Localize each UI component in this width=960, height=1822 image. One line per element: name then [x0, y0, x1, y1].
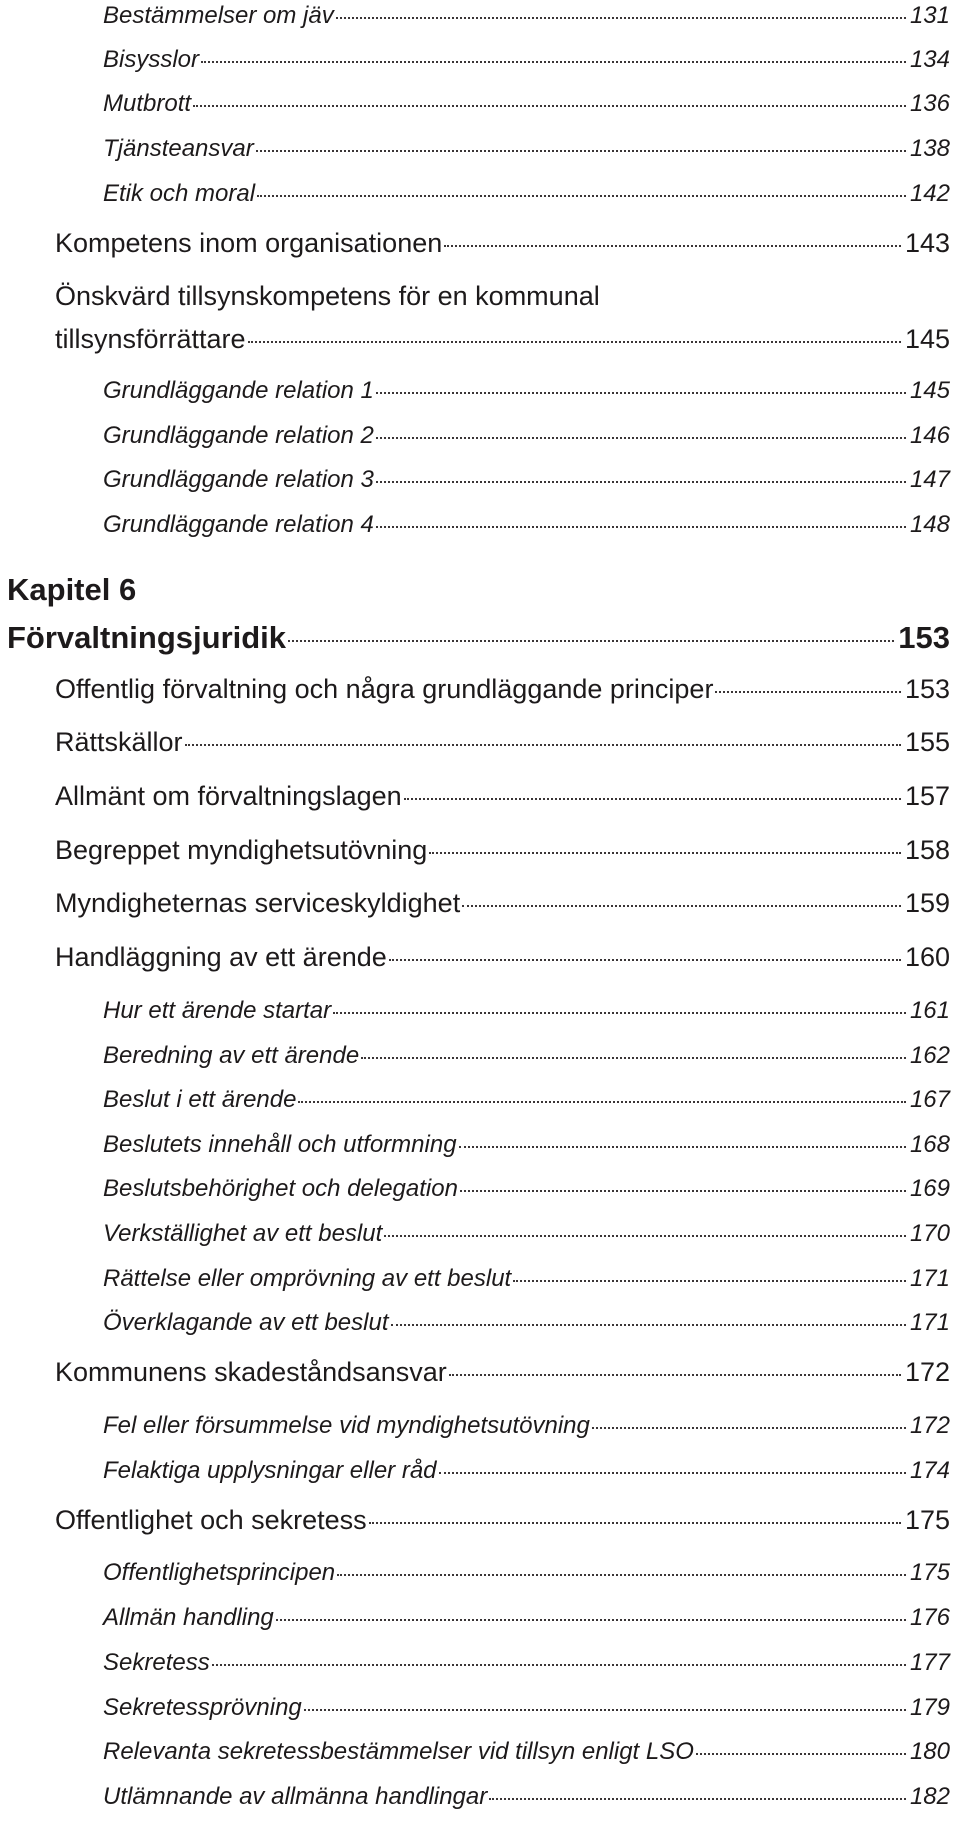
- toc-entry[interactable]: [103, 2, 950, 30]
- toc-entry-title: Överklagande av ett beslut: [103, 1309, 389, 1336]
- toc-entry-page: 159: [904, 888, 950, 918]
- toc-entry[interactable]: [55, 674, 950, 705]
- toc-entry[interactable]: [103, 1265, 950, 1293]
- toc-entry-page: 170: [909, 1220, 950, 1247]
- dot-leader: [376, 481, 906, 483]
- toc-entry[interactable]: [103, 377, 950, 405]
- dot-leader: [336, 17, 906, 19]
- toc-entry-page: 153: [904, 674, 950, 704]
- toc-entry[interactable]: [55, 228, 950, 259]
- toc-entry[interactable]: [55, 888, 950, 919]
- toc-entry-title: Relevanta sekretessbestämmelser vid tillsyn enligt LSO: [103, 1738, 694, 1765]
- toc-entry-title: Rättelse eller omprövning av ett beslut: [103, 1265, 512, 1292]
- toc-entry[interactable]: [103, 511, 950, 539]
- dot-leader: [449, 1374, 901, 1376]
- toc-entry[interactable]: [103, 1783, 950, 1811]
- toc-entry-title: Grundläggande relation 3: [103, 466, 374, 493]
- toc-entry[interactable]: [55, 1505, 950, 1536]
- toc-entry-title: Handläggning av ett ärende: [55, 942, 387, 972]
- toc-entry-page: 157: [904, 781, 950, 811]
- toc-entry[interactable]: [103, 1604, 950, 1632]
- toc-entry-page: 176: [909, 1604, 950, 1631]
- toc-entry-title: Myndigheternas serviceskyldighet: [55, 888, 461, 918]
- toc-entry[interactable]: [103, 90, 950, 118]
- dot-leader: [384, 1235, 906, 1237]
- toc-entry[interactable]: [55, 324, 950, 355]
- dot-leader: [333, 1012, 906, 1014]
- toc-entry-page: 168: [909, 1131, 950, 1158]
- chapter-page: 153: [898, 620, 950, 655]
- toc-entry-title: Allmänt om förvaltningslagen: [55, 781, 402, 811]
- toc-entry-page: 162: [909, 1042, 950, 1069]
- toc-entry-title: Tjänsteansvar: [103, 135, 254, 162]
- toc-entry-page: 136: [909, 90, 950, 117]
- toc-entry-title: Rättskällor: [55, 727, 183, 757]
- toc-entry-title: Begreppet myndighetsutövning: [55, 835, 428, 865]
- toc-entry-title: Sekretess: [103, 1649, 210, 1676]
- toc-entry[interactable]: [103, 1649, 950, 1677]
- toc-entry-title: Beslutets innehåll och utformning: [103, 1131, 457, 1158]
- toc-entry-title: Kommunens skadeståndsansvar: [55, 1357, 447, 1387]
- toc-entry-title: Mutbrott: [103, 90, 192, 117]
- toc-entry-title: Bestämmelser om jäv: [103, 2, 334, 29]
- toc-entry-title: Etik och moral: [103, 180, 256, 207]
- toc-entry-page: 143: [904, 228, 950, 258]
- toc-entry-title: Offentlig förvaltning och några grundläggande principer: [55, 674, 714, 704]
- toc-entry-title: Bisysslor: [103, 46, 200, 73]
- toc-entry[interactable]: [55, 835, 950, 866]
- dot-leader: [592, 1427, 906, 1429]
- toc-entry-page: 147: [909, 466, 950, 493]
- toc-entry[interactable]: [103, 1457, 950, 1485]
- dot-leader: [391, 1324, 906, 1326]
- toc-entry-page: 155: [904, 727, 950, 757]
- toc-entry-title: Beslutsbehörighet och delegation: [103, 1175, 458, 1202]
- dot-leader: [298, 1101, 906, 1103]
- toc-entry-title: Felaktiga upplysningar eller råd: [103, 1457, 437, 1484]
- toc-entry-page: 131: [909, 2, 950, 29]
- dot-leader: [513, 1280, 906, 1282]
- toc-entry-page: 175: [909, 1559, 950, 1586]
- dot-leader: [288, 640, 894, 642]
- dot-leader: [376, 392, 906, 394]
- dot-leader: [376, 437, 906, 439]
- toc-entry-page: 134: [909, 46, 950, 73]
- chapter-entry[interactable]: [7, 620, 950, 656]
- toc-entry-page: 172: [904, 1357, 950, 1387]
- toc-entry[interactable]: [103, 1220, 950, 1248]
- toc-entry[interactable]: [103, 46, 950, 74]
- toc-entry[interactable]: [55, 781, 950, 812]
- toc-entry-title-line2: tillsynsförrättare: [55, 324, 246, 354]
- toc-entry[interactable]: [103, 1309, 950, 1337]
- toc-entry-title: Grundläggande relation 1: [103, 377, 374, 404]
- dot-leader: [460, 1190, 906, 1192]
- dot-leader: [276, 1619, 906, 1621]
- toc-entry[interactable]: [103, 1738, 950, 1766]
- toc-entry-page: 174: [909, 1457, 950, 1484]
- toc-entry-page: 180: [909, 1738, 950, 1765]
- dot-leader: [459, 1146, 906, 1148]
- toc-entry-page: 142: [909, 180, 950, 207]
- toc-entry-title: Allmän handling: [103, 1604, 274, 1631]
- chapter-label: Kapitel 6: [7, 572, 137, 607]
- toc-entry[interactable]: [103, 466, 950, 494]
- toc-entry-page: 138: [909, 135, 950, 162]
- toc-entry[interactable]: [103, 1412, 950, 1440]
- toc-entry-page: 146: [909, 422, 950, 449]
- dot-leader: [201, 61, 906, 63]
- dot-leader: [212, 1664, 906, 1666]
- toc-entry-page: 145: [904, 324, 950, 354]
- toc-entry-title: Verkställighet av ett beslut: [103, 1220, 383, 1247]
- toc-entry-page: 169: [909, 1175, 950, 1202]
- toc-entry[interactable]: [103, 1131, 950, 1159]
- dot-leader: [369, 1522, 901, 1524]
- dot-leader: [462, 905, 901, 907]
- dot-leader: [404, 798, 901, 800]
- toc-entry-page: 171: [909, 1309, 950, 1336]
- dot-leader: [715, 691, 900, 693]
- toc-entry[interactable]: [103, 135, 950, 163]
- dot-leader: [429, 852, 901, 854]
- toc-entry-title: Beslut i ett ärende: [103, 1086, 297, 1113]
- dot-leader: [248, 341, 901, 343]
- dot-leader: [304, 1709, 906, 1711]
- toc-entry-title: Grundläggande relation 2: [103, 422, 374, 449]
- dot-leader: [389, 959, 901, 961]
- dot-leader: [696, 1753, 906, 1755]
- toc-entry-page: 179: [909, 1694, 950, 1721]
- dot-leader: [193, 105, 906, 107]
- toc-entry-title: Sekretessprövning: [103, 1694, 302, 1721]
- toc-entry-title: Utlämnande av allmänna handlingar: [103, 1783, 488, 1810]
- dot-leader: [376, 526, 906, 528]
- dot-leader: [439, 1472, 906, 1474]
- toc-entry[interactable]: [103, 1086, 950, 1114]
- toc-entry[interactable]: [55, 727, 950, 758]
- toc-entry-title-line1[interactable]: Önskvärd tillsynskompetens för en kommunal: [55, 281, 600, 311]
- dot-leader: [444, 245, 901, 247]
- toc-entry[interactable]: [103, 1694, 950, 1722]
- toc-entry-page: 160: [904, 942, 950, 972]
- dot-leader: [185, 744, 901, 746]
- toc-entry-page: 158: [904, 835, 950, 865]
- dot-leader: [361, 1057, 906, 1059]
- toc-entry-title: Beredning av ett ärende: [103, 1042, 360, 1069]
- toc-entry-title: Hur ett ärende startar: [103, 997, 332, 1024]
- toc-entry[interactable]: [103, 1559, 950, 1587]
- toc-entry[interactable]: [103, 997, 950, 1025]
- dot-leader: [489, 1798, 906, 1800]
- chapter-title: Förvaltningsjuridik: [7, 620, 287, 655]
- dot-leader: [256, 150, 906, 152]
- toc-entry-page: 148: [909, 511, 950, 538]
- toc-entry[interactable]: [103, 422, 950, 450]
- toc-entry-title: Offentlighetsprincipen: [103, 1559, 336, 1586]
- toc-entry-page: 167: [909, 1086, 950, 1113]
- toc-entry-page: 171: [909, 1265, 950, 1292]
- toc-entry-title: Grundläggande relation 4: [103, 511, 374, 538]
- toc-entry[interactable]: [103, 1042, 950, 1070]
- toc-entry-page: 177: [909, 1649, 950, 1676]
- toc-entry-title: Fel eller försummelse vid myndighetsutövning: [103, 1412, 590, 1439]
- toc-entry-page: 175: [904, 1505, 950, 1535]
- toc-entry-page: 161: [909, 997, 950, 1024]
- toc-entry-title: Kompetens inom organisationen: [55, 228, 443, 258]
- toc-entry-page: 182: [909, 1783, 950, 1810]
- toc-entry[interactable]: [103, 180, 950, 208]
- toc-entry[interactable]: [103, 1175, 950, 1203]
- toc-entry[interactable]: [55, 942, 950, 973]
- dot-leader: [257, 195, 906, 197]
- toc-entry-title: Offentlighet och sekretess: [55, 1505, 367, 1535]
- toc-entry[interactable]: [55, 1357, 950, 1388]
- toc-entry-page: 145: [909, 377, 950, 404]
- dot-leader: [337, 1574, 906, 1576]
- toc-entry-page: 172: [909, 1412, 950, 1439]
